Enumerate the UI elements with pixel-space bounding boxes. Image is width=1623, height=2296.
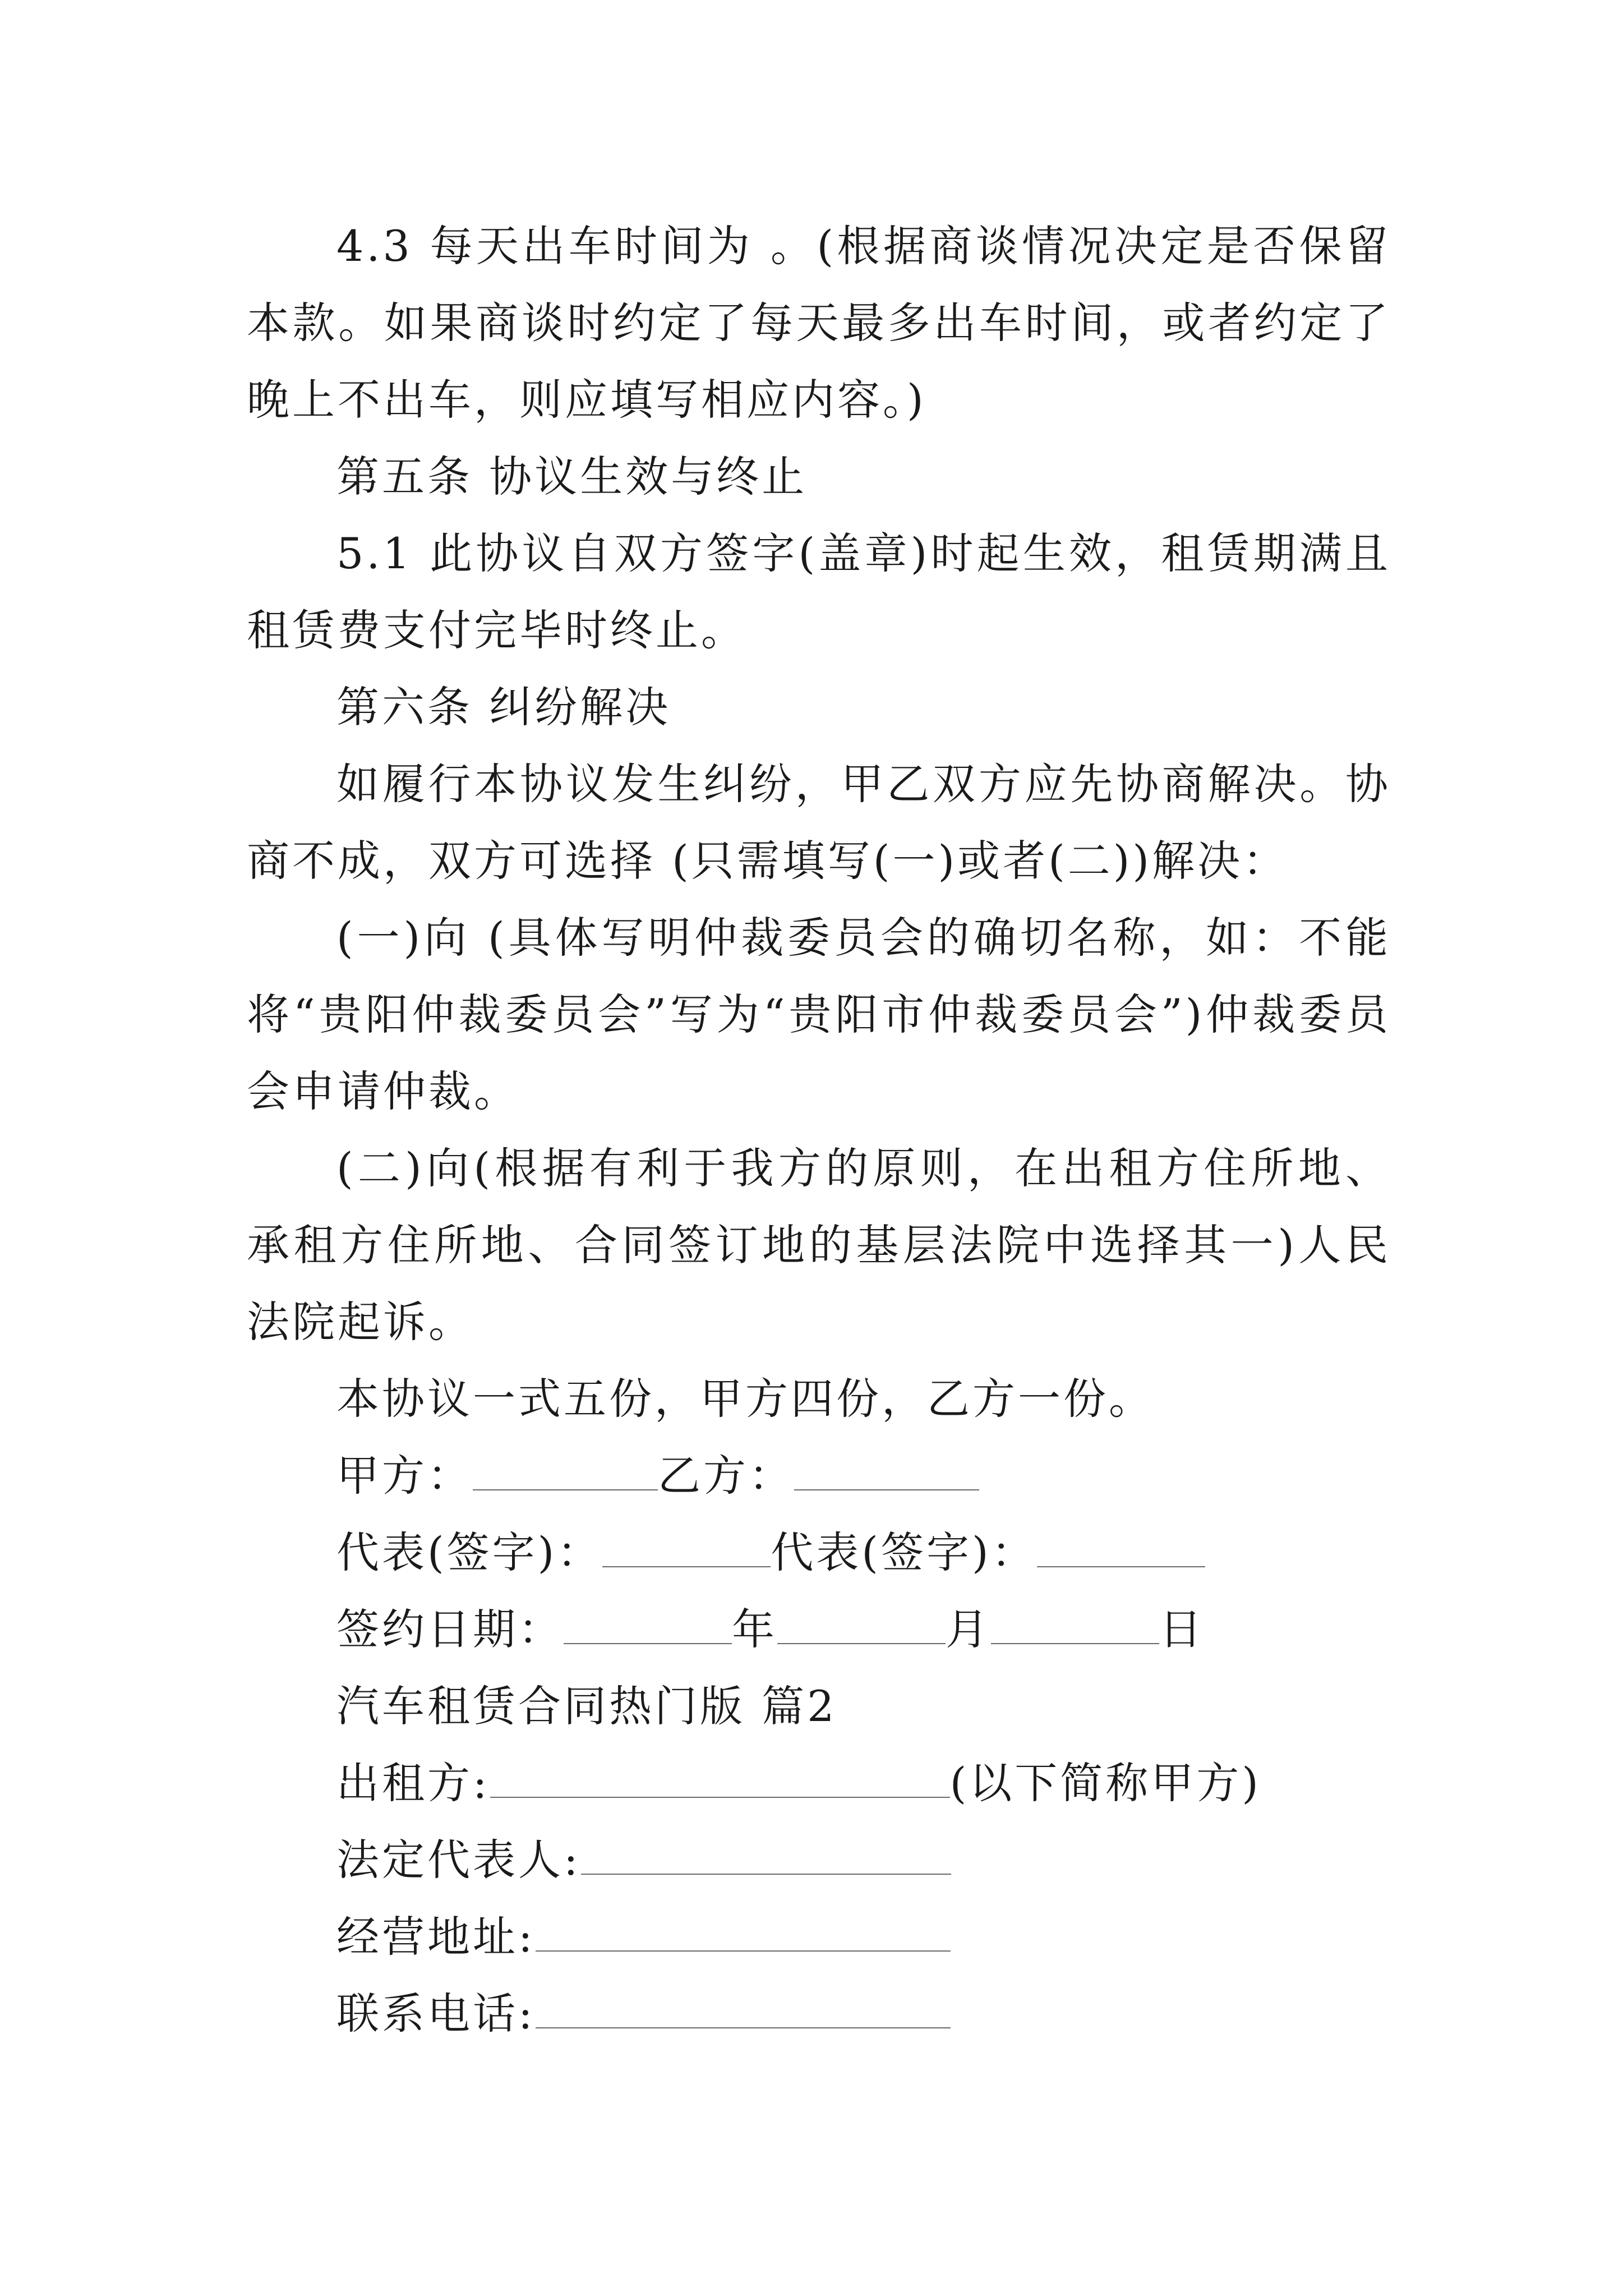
year-label: 年 — [732, 1604, 777, 1654]
legal-rep-label: 法定代表人: — [336, 1835, 581, 1885]
month-label: 月 — [946, 1604, 991, 1654]
party-a-label: 甲方： — [336, 1451, 473, 1501]
representative-signature-line — [247, 1514, 1391, 1591]
lessor-suffix: (以下简称甲方) — [949, 1758, 1261, 1808]
month-blank — [777, 1604, 946, 1644]
litigation-option: (二)向(根据有利于我方的原则，在出租方住所地、承租方住所地、合同签订地的基层法院中选择其一)人民法院起诉。 — [247, 1143, 1391, 1347]
party-b-label: 乙方： — [658, 1451, 794, 1501]
address-label: 经营地址: — [336, 1912, 536, 1962]
article-5-heading: 第五条 协议生效与终止 — [336, 452, 808, 501]
dispute-resolution-paragraph: 如履行本协议发生纠纷，甲乙双方应先协商解决。协商不成，双方可选择 (只需填写(一)或者(二))解决： — [247, 759, 1391, 886]
section-2-title: 汽车租赁合同热门版 篇2 — [336, 1681, 837, 1731]
year-blank — [564, 1604, 732, 1644]
lessor-label: 出租方: — [336, 1758, 490, 1808]
day-label: 日 — [1159, 1604, 1205, 1654]
phone-label: 联系电话: — [336, 1989, 536, 2039]
phone-blank — [536, 1988, 951, 2028]
legal-representative-line — [247, 1821, 1391, 1898]
lessor-line — [247, 1745, 1391, 1821]
rep-b-blank — [1037, 1527, 1205, 1567]
legal-rep-blank — [581, 1834, 951, 1875]
rep-a-blank — [602, 1527, 771, 1567]
document-body — [247, 208, 1391, 2052]
contact-phone-line — [247, 1975, 1391, 2052]
party-signature-line — [247, 1437, 1391, 1514]
business-address-line — [247, 1898, 1391, 1975]
party-a-blank — [473, 1450, 658, 1490]
party-b-blank — [794, 1450, 979, 1490]
address-blank — [536, 1911, 951, 1952]
lessor-blank — [490, 1757, 950, 1798]
signing-date-line — [247, 1591, 1391, 1668]
article-6-heading: 第六条 纠纷解决 — [336, 682, 671, 732]
rep-a-label: 代表(签字)： — [336, 1527, 603, 1577]
arbitration-option: (一)向 (具体写明仲裁委员会的确切名称，如：不能将“贵阳仲裁委员会”写为“贵阳市仲裁委员会”)仲裁委员会申请仲裁。 — [247, 913, 1391, 1116]
day-blank — [991, 1604, 1159, 1644]
clause-4-3: 4.3 每天出车时间为 。(根据商谈情况决定是否保留本款。如果商谈时约定了每天最多出车时间，或者约定了晚上不出车，则应填写相应内容。) — [247, 221, 1391, 425]
date-label: 签约日期： — [336, 1604, 564, 1654]
copies-statement: 本协议一式五份，甲方四份，乙方一份。 — [336, 1374, 1154, 1424]
rep-b-label: 代表(签字)： — [771, 1527, 1037, 1577]
clause-5-1: 5.1 此协议自双方签字(盖章)时起生效，租赁期满且租赁费支付完毕时终止。 — [247, 528, 1391, 655]
